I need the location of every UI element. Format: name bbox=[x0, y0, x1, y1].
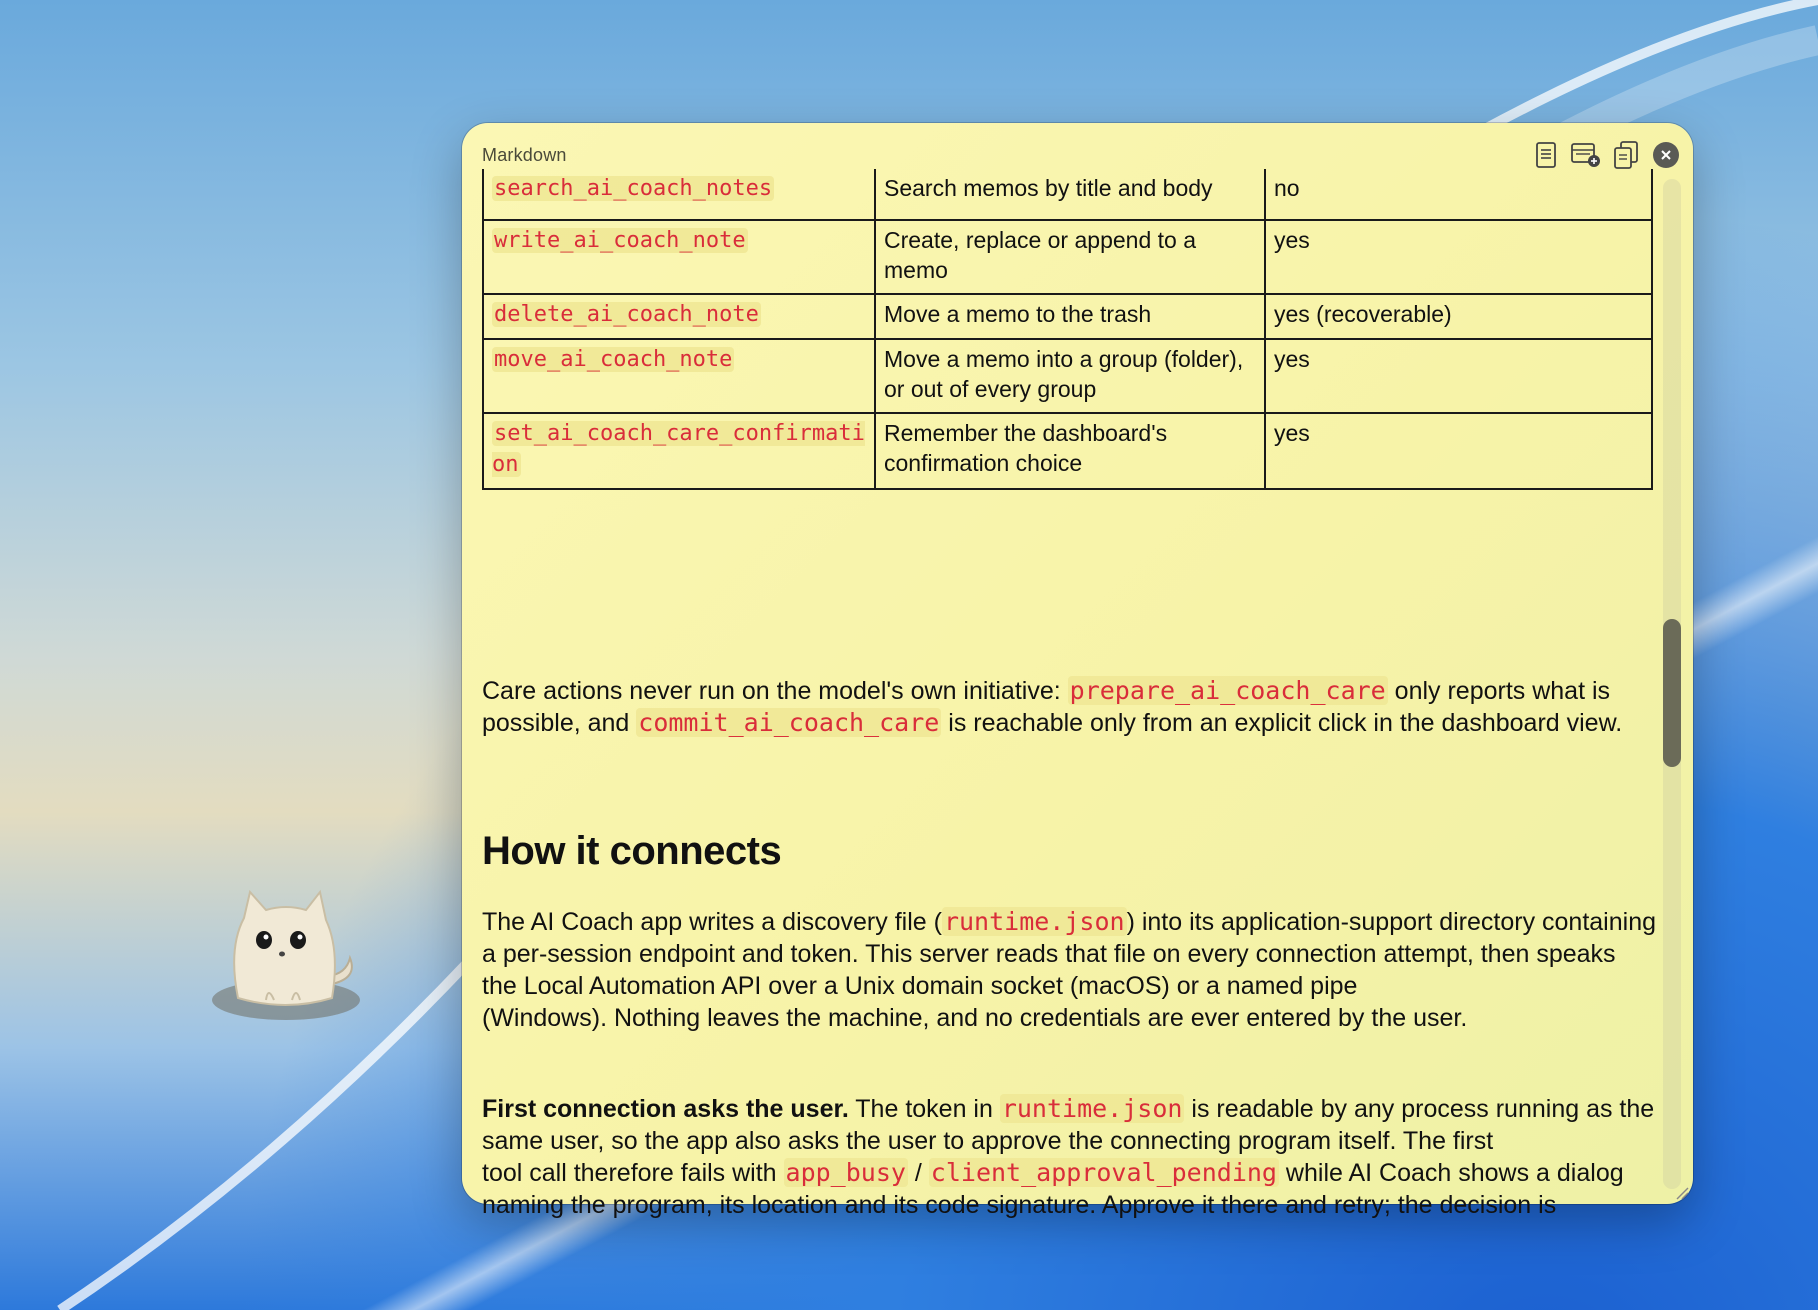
care-actions-paragraph: Care actions never run on the model's own initiative: prepare_ai_coach_care only reports what is possible, and commit_ai_coach_care is reachable only from an explicit click in the dashboard view. bbox=[482, 676, 1623, 737]
connects-paragraph: The AI Coach app writes a discovery file (runtime.json) into its application-support directory containing a per-session endpoint and token. This server reads that file on every connection attempt, then speaks the Local Automation API over a Unix domain socket (macOS) or a named pipe (Windows). Nothing leaves the machine, and no credentials are ever entered by the user. bbox=[482, 907, 1657, 1032]
tool-name: delete_ai_coach_note bbox=[494, 302, 759, 327]
tool-description: Search memos by title and body bbox=[875, 169, 1265, 220]
inline-code: commit_ai_coach_care bbox=[638, 708, 940, 737]
inline-code: client_approval_pending bbox=[930, 1158, 1277, 1187]
tool-mutates: no bbox=[1265, 169, 1652, 220]
tool-mutates: yes bbox=[1265, 220, 1652, 294]
tool-description: Create, replace or append to a memo bbox=[875, 220, 1265, 294]
copy-icon[interactable] bbox=[1613, 141, 1639, 169]
tool-description: Move a memo into a group (folder), or out of every group bbox=[875, 339, 1265, 413]
document-icon[interactable] bbox=[1533, 141, 1559, 169]
add-table-icon[interactable] bbox=[1573, 141, 1599, 169]
close-icon[interactable] bbox=[1653, 142, 1679, 168]
tool-mutates: yes (recoverable) bbox=[1265, 294, 1652, 339]
markdown-window bbox=[462, 123, 1693, 1219]
tool-mutates: yes bbox=[1265, 339, 1652, 413]
tool-name: move_ai_coach_note bbox=[494, 347, 733, 372]
tool-name: search_ai_coach_notes bbox=[494, 176, 773, 201]
vertical-scrollbar[interactable] bbox=[1663, 179, 1681, 1189]
tool-name: set_ai_coach_care_confirmation bbox=[492, 421, 865, 477]
window-toolbar bbox=[1533, 141, 1679, 169]
inline-code: runtime.json bbox=[1001, 1094, 1183, 1123]
table-row bbox=[483, 220, 1652, 294]
tool-name: write_ai_coach_note bbox=[494, 228, 746, 253]
resize-handle-icon[interactable] bbox=[1675, 1186, 1689, 1200]
cat-mascot-icon[interactable] bbox=[208, 888, 364, 1026]
inline-code: app_busy bbox=[785, 1158, 906, 1187]
tool-mutates: yes bbox=[1265, 413, 1652, 489]
tools-table bbox=[482, 169, 1653, 490]
table-row bbox=[483, 339, 1652, 413]
table-row bbox=[483, 413, 1652, 489]
tool-description: Move a memo to the trash bbox=[875, 294, 1265, 339]
tool-description: Remember the dashboard's confirmation choice bbox=[875, 413, 1265, 489]
scroll-thumb[interactable] bbox=[1663, 619, 1681, 767]
inline-code: prepare_ai_coach_care bbox=[1069, 676, 1386, 705]
table-row bbox=[483, 169, 1652, 220]
inline-code: runtime.json bbox=[943, 907, 1125, 936]
table-row bbox=[483, 294, 1652, 339]
bold-lead: First connection asks the user. bbox=[482, 1095, 849, 1123]
markdown-content bbox=[482, 171, 1657, 1219]
first-connection-paragraph: First connection asks the user. The token in runtime.json is readable by any process running as the same user, so the app also asks the user to approve the connecting program itself. The first tool call therefore fails with app_busy / client_approval_pending while AI Coach shows a dialog naming the program, its location and its code signature. Approve it there and retry; the decision is bbox=[482, 1094, 1655, 1219]
window-title: Markdown bbox=[482, 145, 567, 165]
section-heading: How it connects bbox=[482, 829, 782, 873]
